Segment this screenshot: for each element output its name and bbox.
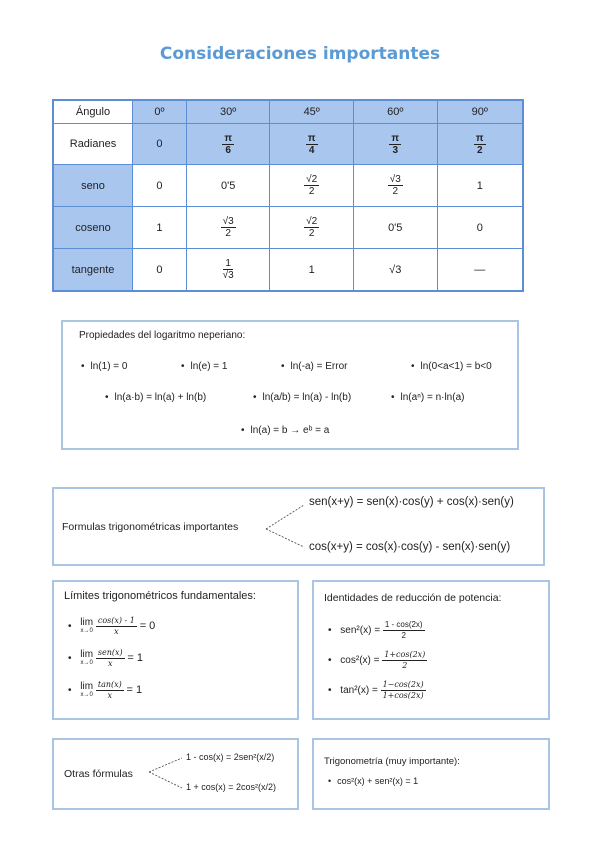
lim-sub: x→0 [80,691,93,698]
frac-num: π [391,132,400,144]
limit-result: = 0 [139,620,156,633]
frac-den: x [107,659,113,668]
table-cell [353,124,437,165]
table-row [53,100,523,124]
lim-text: • lim [80,616,94,628]
limites-box [52,580,299,720]
table-cell: tangente [53,249,133,292]
limit-operator [80,616,94,635]
list-item [68,680,142,701]
identity-lhs: cos²(x) = [340,655,380,667]
identity-fraction [382,650,427,671]
frac-num: π [307,132,316,144]
list-item [328,680,426,701]
frac-den: 2 [225,228,231,239]
table-cell: 30º [186,100,270,124]
table-cell [353,165,437,207]
table-cell: coseno [53,207,133,249]
otras-formula-2: 1 + cos(x) = 2cos²(x/2) [186,782,277,792]
page-title: Consideraciones importantes [159,44,441,64]
identidades-box [312,580,550,720]
table-cell: √3 [353,249,437,292]
list-item: • ln(a·b) = ln(a) + ln(b) [105,392,206,403]
logaritmo-heading: Propiedades del logaritmo neperiano: [79,330,246,341]
list-item: • ln(0<a<1) = b<0 [411,361,492,372]
frac-num: π [224,132,232,144]
table-cell: 0 [437,207,523,249]
frac-num: sen(x) [97,648,123,657]
table-row [53,249,523,292]
limites-heading: Límites trigonométricos fundamentales: [64,590,256,602]
limit-result: = 1 [127,652,143,665]
formulas-box [52,487,545,566]
frac-num: √2 [306,216,318,227]
list-item: • ln(1) = 0 [81,361,127,372]
table-row [53,207,523,249]
frac-num: 1−cos(2x) [382,680,424,689]
table-row [53,124,523,165]
list-item [328,650,427,671]
table-cell [186,124,270,165]
limit-operator [80,648,94,667]
frac-den: x [114,627,119,636]
frac-num: π [475,132,484,144]
identity-fraction [381,680,426,701]
otras-formula-1: 1 - cos(x) = 2sen²(x/2) [186,752,275,762]
table-cell: 60º [353,100,437,124]
formula-cos-sum: cos(x+y) = cos(x)·cos(y) - sen(x)·sen(y) [309,541,511,553]
trig-table [52,99,524,292]
table-cell: 0º [133,100,187,124]
frac-num: cos(x) - 1 [97,616,135,625]
frac-den: 2 [308,228,315,239]
table-cell: — [437,249,523,292]
limit-fraction [96,616,137,637]
list-item [68,616,155,637]
table-cell: 0 [133,124,187,165]
table-cell: Ángulo [53,100,133,124]
list-item: • ln(aⁿ) = n·ln(a) [391,392,464,403]
table-row [53,165,523,207]
table-cell: 0'5 [186,165,270,207]
list-item: • ln(a) = b → eᵇ = a [241,425,329,436]
table-cell: 1 [270,249,354,292]
otras-label: Otras fórmulas [64,768,133,780]
trigonometria-heading: Trigonometría (muy importante): [324,756,460,767]
identity-fraction [383,620,425,641]
frac-num: tan(x) [97,680,122,689]
table-cell [437,124,523,165]
frac-num: 1 - cos(2x) [384,620,423,629]
frac-den: 2 [402,661,408,670]
identity-lhs: sen²(x) = [340,625,381,637]
frac-num: 1 [225,258,231,269]
table-cell [270,207,354,249]
frac-num: √3 [389,174,401,185]
table-cell: seno [53,165,133,207]
lim-sub: x→0 [80,659,93,666]
identidades-heading: Identidades de reducción de potencia: [324,592,502,604]
identity-lhs: tan²(x) = [340,685,378,697]
frac-den: 2 [476,144,483,156]
limit-fraction [96,648,125,669]
limit-operator [80,680,94,699]
frac-den: 4 [308,144,315,156]
lim-text: • lim [80,648,94,660]
table-cell: 1 [133,207,187,249]
list-item: • ln(e) = 1 [181,361,227,372]
frac-num: 1+cos(2x) [384,650,426,659]
limit-result: = 1 [126,684,143,697]
frac-den: 1+cos(2x) [382,691,424,700]
logaritmo-box [61,320,519,450]
table-cell: 0 [133,165,187,207]
frac-den: 2 [308,186,315,197]
frac-den: 6 [225,144,231,156]
formulas-label: Formulas trigonométricas importantes [62,521,239,533]
lim-text: • lim [80,680,94,692]
table-cell [270,124,354,165]
table-cell: 45º [270,100,354,124]
table-cell: 0'5 [353,207,437,249]
list-item [328,620,425,641]
list-item [68,648,143,669]
frac-den: 2 [401,631,406,640]
list-item: • ln(-a) = Error [281,361,347,372]
table-cell [186,207,270,249]
lim-sub: x→0 [80,627,93,634]
table-cell [186,249,270,292]
frac-den: 2 [392,186,399,197]
frac-num: √2 [306,174,318,185]
connector-lines [54,740,301,812]
connector-lines [54,489,547,568]
formula-sen-sum: sen(x+y) = sen(x)·cos(y) + cos(x)·sen(y) [309,496,514,508]
frac-den: √3 [222,270,234,281]
table-cell: 1 [437,165,523,207]
list-item: • cos²(x) + sen²(x) = 1 [328,776,418,786]
table-cell: Radianes [53,124,133,165]
table-cell: 0 [133,249,187,292]
trigonometria-box [312,738,550,810]
frac-den: 3 [392,144,399,156]
frac-den: x [107,691,113,700]
limit-fraction [96,680,124,701]
otras-box [52,738,299,810]
frac-num: √3 [222,216,234,227]
list-item: • ln(a/b) = ln(a) - ln(b) [253,392,351,403]
table-cell: 90º [437,100,523,124]
table-cell [270,165,354,207]
